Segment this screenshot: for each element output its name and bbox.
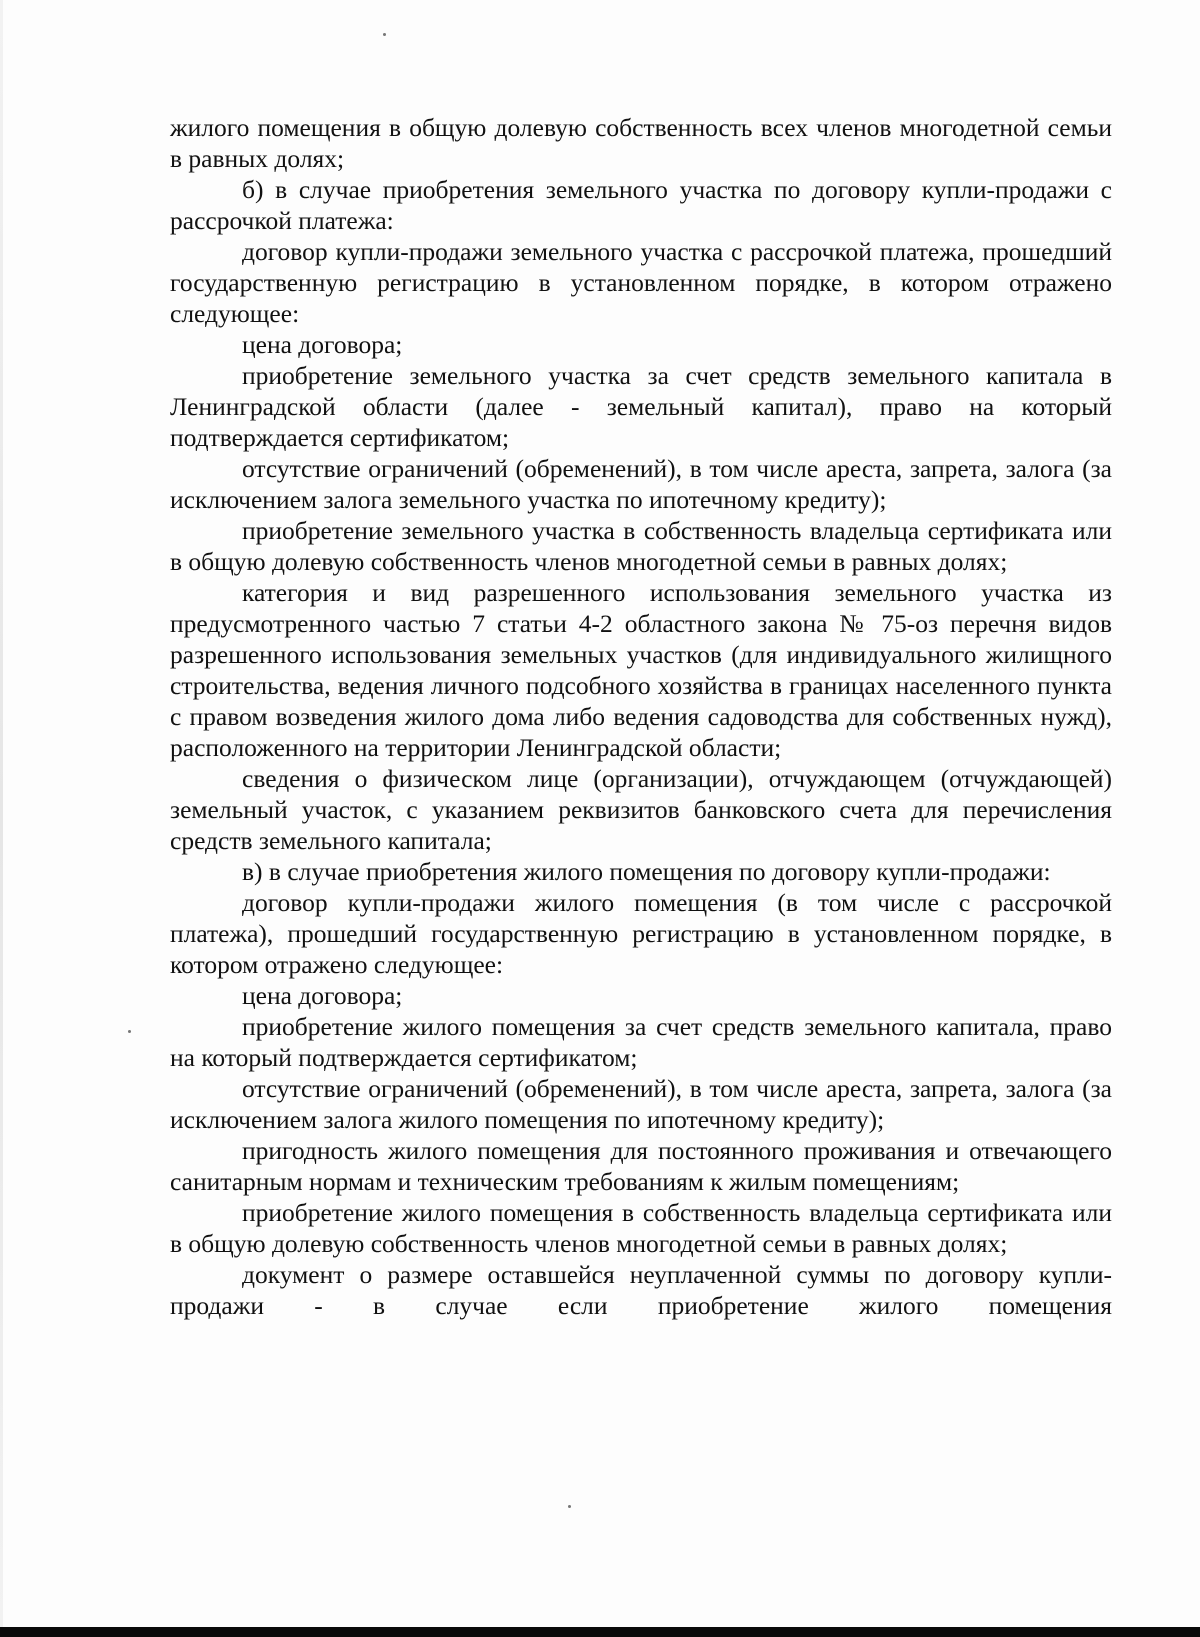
paragraph: пригодность жилого помещения для постоянного проживания и отвечающего санитарным нормам и техническим требованиям к жилым помещениям; <box>170 1136 1112 1196</box>
paragraph: договор купли-продажи жилого помещения (в том числе с рассрочкой платежа), прошедший государственную регистрацию в установленном порядке, в котором отражено следующее: <box>170 888 1112 979</box>
scan-speck <box>383 33 386 36</box>
paragraph: цена договора; <box>242 981 403 1010</box>
paragraph: документ о размере оставшейся неуплаченной суммы по договору купли-продажи - в случае если приобретение жилого помещения <box>170 1260 1112 1320</box>
scan-speck <box>128 1030 131 1033</box>
paragraph: жилого помещения в общую долевую собственность всех членов многодетной семьи в равных долях; <box>170 113 1112 173</box>
paragraph: отсутствие ограничений (обременений), в том числе ареста, запрета, залога (за исключением залога жилого помещения по ипотечному кредиту); <box>170 1074 1112 1134</box>
paragraph: приобретение жилого помещения в собственность владельца сертификата или в общую долевую собственность членов многодетной семьи в равных долях; <box>170 1198 1112 1258</box>
paragraph: сведения о физическом лице (организации), отчуждающем (отчуждающей) земельный участок, с указанием реквизитов банковского счета для перечисления средств земельного капитала; <box>170 764 1112 855</box>
scan-speck <box>568 1505 571 1508</box>
document-body <box>170 112 1112 1321</box>
paragraph: приобретение жилого помещения за счет средств земельного капитала, право на который подтверждается сертификатом; <box>170 1012 1112 1072</box>
paragraph: в) в случае приобретения жилого помещения по договору купли-продажи: <box>242 857 1051 886</box>
paragraph: договор купли-продажи земельного участка с рассрочкой платежа, прошедший государственную регистрацию в установленном порядке, в котором отражено следующее: <box>170 237 1112 328</box>
paragraph: категория и вид разрешенного использования земельного участка из предусмотренного частью 7 статьи 4-2 областного закона № 75-оз перечня видов разрешенного использования земельных участков (для индивидуального жилищного строительства, ведения личного подсобного хозяйства в границах населенного пункта с правом возведения жилого дома либо ведения садоводства для собственных нужд), расположенного на территории Ленинградской области; <box>170 578 1112 762</box>
paragraph: цена договора; <box>242 330 403 359</box>
paragraph: б) в случае приобретения земельного участка по договору купли-продажи с рассрочкой платежа: <box>170 175 1112 235</box>
scan-edge <box>0 0 3 1637</box>
paragraph: приобретение земельного участка за счет средств земельного капитала в Ленинградской области (далее - земельный капитал), право на который подтверждается сертификатом; <box>170 361 1112 452</box>
paragraph: отсутствие ограничений (обременений), в том числе ареста, запрета, залога (за исключением залога земельного участка по ипотечному кредиту); <box>170 454 1112 514</box>
paragraph: приобретение земельного участка в собственность владельца сертификата или в общую долевую собственность членов многодетной семьи в равных долях; <box>170 516 1112 576</box>
scan-bottom-border <box>0 1627 1200 1637</box>
